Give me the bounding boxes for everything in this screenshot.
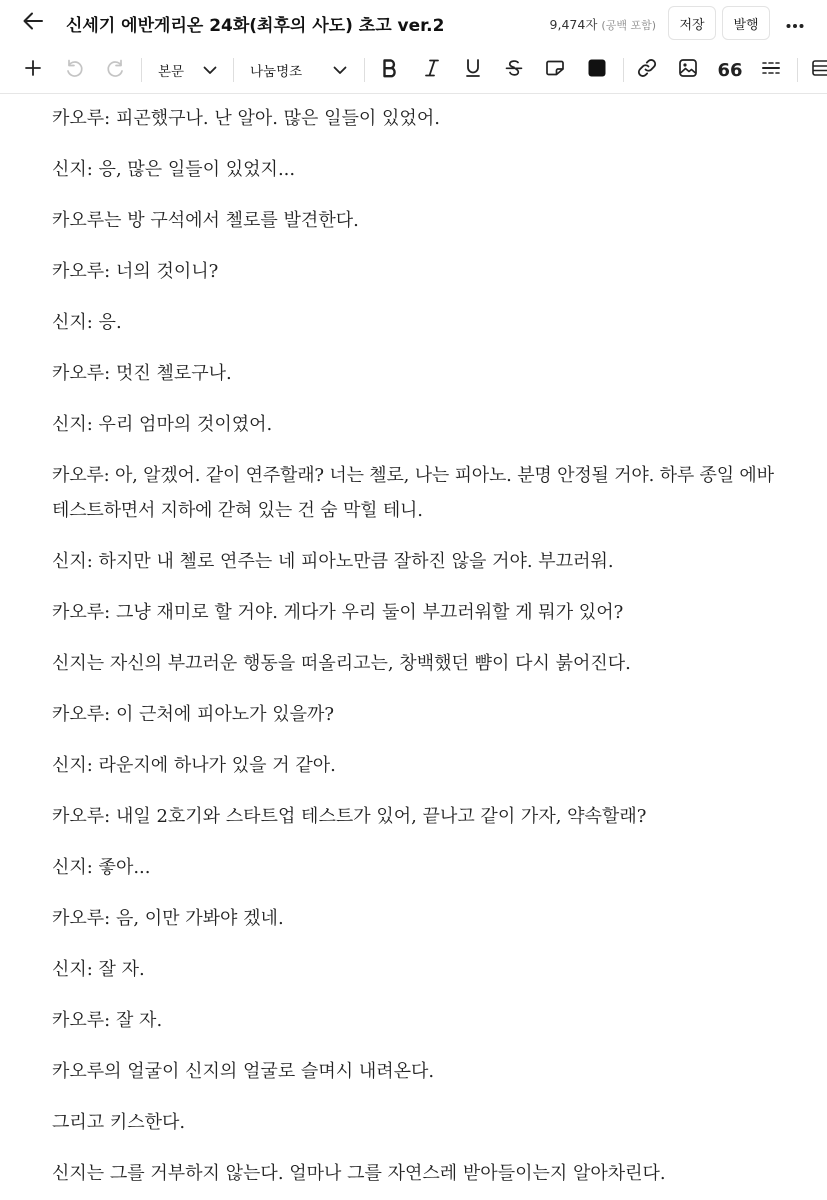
chevron-down-icon [202, 62, 218, 82]
undo-button[interactable] [60, 56, 88, 84]
back-button[interactable] [16, 8, 50, 38]
quote-button[interactable] [716, 56, 744, 84]
paragraph-style-value: 본문 [158, 64, 185, 80]
highlight-button[interactable] [541, 56, 569, 84]
paragraph[interactable]: 신지: 잘 자. [52, 959, 145, 980]
text-color-button[interactable] [583, 56, 611, 84]
paragraph[interactable]: 카오루: 음, 이만 가봐야 겠네. [52, 908, 284, 929]
editor-header [0, 0, 827, 46]
more-toolbar-button[interactable] [807, 56, 827, 84]
paragraph[interactable]: 신지는 그를 거부하지 않는다. 얼마나 그를 자연스레 받아들이는지 알아차린다. [52, 1163, 666, 1184]
chevron-down-icon [332, 62, 348, 82]
toolbar-divider [233, 58, 234, 82]
paragraph[interactable]: 신지는 자신의 부끄러운 행동을 떠올리고는, 창백했던 뺨이 다시 붉어진다. [52, 653, 631, 674]
add-button[interactable] [19, 56, 47, 84]
formatting-toolbar [0, 46, 827, 94]
paragraph[interactable]: 그리고 키스한다. [52, 1112, 186, 1133]
toolbar-divider [364, 58, 365, 82]
toolbar-divider [623, 58, 624, 82]
paragraph[interactable]: 카오루: 아, 알겠어. 같이 연주할래? 너는 첼로, 나는 피아노. 분명 안정될 거야. 하루 종일 에바 테스트하면서 지하에 갇혀 있는 건 숨 막힐 테니. [52, 465, 774, 521]
paragraph[interactable]: 신지: 라운지에 하나가 있을 거 같아. [52, 755, 336, 776]
italic-icon [424, 58, 440, 82]
paragraph[interactable]: 신지: 좋아... [52, 857, 151, 878]
paragraph[interactable]: 신지: 응, 많은 일들이 있었지... [52, 159, 296, 180]
arrow-left-icon [23, 12, 43, 34]
bold-button[interactable] [376, 56, 404, 84]
strikethrough-button[interactable] [500, 56, 528, 84]
paragraph[interactable]: 카오루: 내일 2호기와 스타트업 테스트가 있어, 끝나고 같이 가자, 약속할래? [52, 806, 647, 827]
publish-button[interactable]: 발행 [722, 6, 770, 40]
divider-button[interactable] [757, 56, 785, 84]
strikethrough-icon [504, 58, 524, 82]
redo-button[interactable] [102, 56, 130, 84]
image-button[interactable] [674, 56, 702, 84]
font-family-select[interactable] [250, 56, 350, 84]
paragraph[interactable]: 카오루: 피곤했구나. 난 알아. 많은 일들이 있었어. [52, 108, 440, 129]
more-button[interactable] [782, 10, 808, 36]
plus-icon [25, 60, 41, 80]
paragraph[interactable]: 신지: 우리 엄마의 것이였어. [52, 414, 273, 435]
italic-button[interactable] [418, 56, 446, 84]
paragraph[interactable]: 카오루: 너의 것이니? [52, 261, 219, 282]
link-icon [636, 57, 658, 83]
toolbar-divider [141, 58, 142, 82]
paragraph[interactable]: 신지: 응. [52, 312, 122, 333]
divider-icon [761, 59, 781, 81]
character-count [550, 15, 656, 33]
table-icon [807, 58, 827, 82]
paragraph[interactable]: 신지: 하지만 내 첼로 연주는 네 피아노만큼 잘하진 않을 거야. 부끄러워. [52, 551, 614, 572]
underline-icon [464, 58, 482, 82]
bold-icon [381, 58, 399, 82]
highlight-icon [545, 59, 565, 81]
paragraph[interactable]: 카오루: 그냥 재미로 할 거야. 게다가 우리 둘이 부끄러워할 게 뭐가 있어? [52, 602, 624, 623]
redo-icon [106, 58, 126, 82]
underline-button[interactable] [459, 56, 487, 84]
paragraph[interactable]: 카오루: 이 근처에 피아노가 있을까? [52, 704, 335, 725]
character-count-note: (공백 포함) [601, 19, 656, 32]
paragraph[interactable]: 카오루: 잘 자. [52, 1010, 163, 1031]
document-title[interactable]: 신세기 에반게리온 24화(최후의 사도) 초고 ver.2 [66, 16, 445, 36]
paragraph[interactable]: 카오루의 얼굴이 신지의 얼굴로 슬며시 내려온다. [52, 1061, 435, 1082]
paragraph[interactable]: 카오루: 멋진 첼로구나. [52, 363, 232, 384]
character-count-value: 9,474자 [549, 17, 598, 32]
paragraph[interactable]: 카오루는 방 구석에서 첼로를 발견한다. [52, 210, 359, 231]
text-color-icon [587, 58, 607, 82]
link-button[interactable] [633, 56, 661, 84]
image-icon [678, 58, 698, 82]
paragraph-style-select[interactable] [158, 56, 222, 84]
toolbar-divider [797, 58, 798, 82]
save-button[interactable]: 저장 [668, 6, 716, 40]
font-family-value: 나눔명조 [250, 64, 303, 80]
more-horizontal-icon [786, 14, 804, 33]
editor-body[interactable] [52, 94, 792, 1191]
undo-icon [64, 58, 84, 82]
quote-icon: 66 [717, 59, 743, 81]
